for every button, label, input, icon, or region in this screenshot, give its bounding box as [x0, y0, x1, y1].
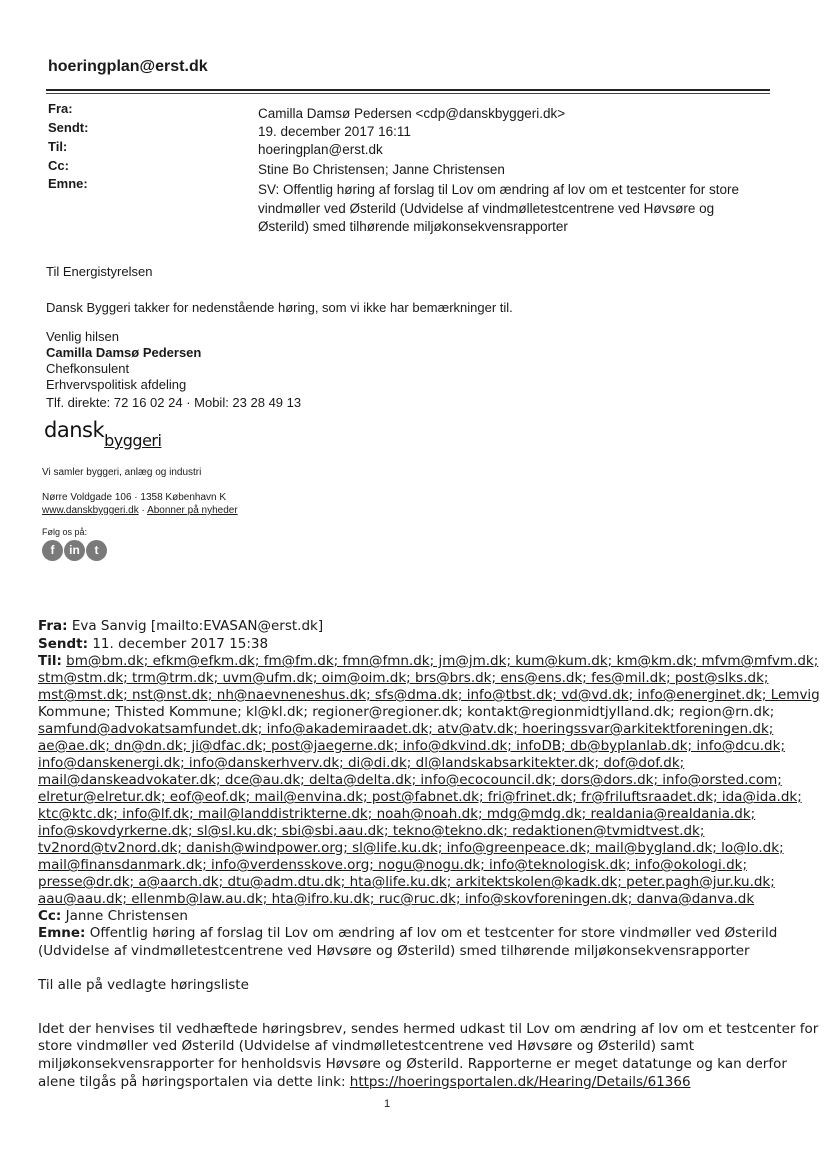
fwd-body-line-3: miljøkonsekvensrapporter for henholdsvis Høvsøre og Østerild. Rapporterne er meget datatunge og kan derfor [38, 1056, 787, 1072]
fwd-body-line-1: Idet der henvises til vedhæftede høringsbrev, sendes hermed udkast til Lov om ændring af lov om et testcenter for [38, 1021, 819, 1037]
cc-value: Stine Bo Christensen; Janne Christensen [258, 162, 505, 177]
recipient-line[interactable]: mail@finansdanmark.dk; info@verdensskove.org; nogu@nogu.dk; info@teknologisk.dk; info@okologi.dk; [38, 857, 748, 873]
sender-title: Chefkonsulent [46, 361, 130, 376]
recipient-line[interactable]: presse@dr.dk; a@aarch.dk; dtu@adm.dtu.dk; hta@life.ku.dk; arkitektskolen@kadk.dk; peter.pagh@jur.ku.dk; [38, 874, 775, 890]
recipient-line[interactable]: mail@danskeadvokater.dk; dce@au.dk; delta@delta.dk; info@ecocouncil.dk; dors@dors.dk; info@orsted.com; [38, 772, 782, 788]
hearing-portal-link[interactable]: https://hoeringsportalen.dk/Hearing/Details/61366 [349, 1074, 691, 1090]
page-number: 1 [384, 1098, 391, 1110]
recipient-line[interactable]: samfund@advokatsamfundet.dk; info@akademiraadet.dk; atv@atv.dk; hoeringssvar@arkitektforeningen.dk; [38, 721, 774, 737]
company-web-link[interactable]: www.danskbyggeri.dk [42, 505, 139, 516]
from-label: Fra: [48, 101, 73, 116]
recipient-line[interactable]: ae@ae.dk; dn@dn.dk; ji@dfac.dk; post@jaegerne.dk; info@dkvind.dk; infoDB; db@byplanlab.dk; info@dcu.dk; [38, 738, 785, 754]
subscribe-link[interactable]: Abonner på nyheder [147, 505, 238, 516]
fwd-subject-line-1: Offentlig høring af forslag til Lov om ændring af lov om et testcenter for store vindmøller ved Østerild [89, 925, 778, 941]
fwd-cc-value: Janne Christensen [65, 908, 188, 924]
reply-closing: Venlig hilsen [46, 329, 119, 344]
follow-label: Følg os på: [42, 527, 88, 537]
linkedin-icon[interactable]: in [64, 540, 85, 561]
facebook-icon[interactable]: f [42, 540, 63, 561]
subject-line-1: SV: Offentlig høring af forslag til Lov om ændring af lov om et testcenter for store [258, 182, 739, 197]
company-logo [44, 418, 161, 450]
fwd-cc-label: Cc: [38, 908, 62, 924]
recipient-line[interactable]: bm@bm.dk; efkm@efkm.dk; fm@fm.dk; fmn@fmn.dk; jm@jm.dk; kum@kum.dk; km@km.dk; mfvm@mfvm.dk; [66, 653, 819, 669]
recipient-line[interactable]: Kommune; Thisted Kommune; kl@kl.dk; regioner@regioner.dk; kontakt@regionmidtjylland.dk; region@rn.dk; [38, 704, 775, 720]
subject-label: Emne: [48, 176, 88, 191]
to-value: hoeringplan@erst.dk [258, 142, 383, 157]
mailbox-title: hoeringplan@erst.dk [48, 58, 208, 75]
fwd-from-label: Fra: [38, 618, 68, 634]
recipient-line[interactable]: info@skovdyrkerne.dk; sl@sl.ku.dk; sbi@sbi.aau.dk; tekno@tekno.dk; redaktionen@tvmidtvest.dk; [38, 823, 705, 839]
company-address: Nørre Voldgade 106 · 1358 København K [42, 492, 227, 503]
logo-main: dansk [44, 418, 105, 442]
recipient-line[interactable]: info@danskenergi.dk; info@danskerhverv.dk; di@di.dk; dl@landskabsarkitekter.dk; dof@dof.dk; [38, 755, 685, 771]
twitter-icon[interactable]: t [86, 540, 107, 561]
recipient-line[interactable]: mst@mst.dk; nst@nst.dk; nh@naevneneshus.dk; sfs@dma.dk; info@tbst.dk; vd@vd.dk; info@energinet.dk; Lemvig [38, 687, 820, 703]
link-separator: · [138, 505, 148, 516]
subject-line-3: Østerild) smed tilhørende miljøkonsekvensrapporter [258, 219, 568, 234]
fwd-sent-value: 11. december 2017 15:38 [92, 636, 269, 652]
social-links [42, 540, 107, 561]
logo-sub: byggeri [104, 431, 162, 450]
recipient-line[interactable]: aau@aau.dk; ellenmb@law.au.dk; hta@ifro.ku.dk; ruc@ruc.dk; info@skovforeningen.dk; danva@danva.dk [38, 891, 755, 907]
sent-value: 19. december 2017 16:11 [258, 124, 411, 139]
fwd-from-value: Eva Sanvig [mailto:EVASAN@erst.dk] [71, 618, 324, 634]
recipient-line[interactable]: elretur@elretur.dk; eof@eof.dk; mail@envina.dk; post@fabnet.dk; fri@frinet.dk; fr@friluftsraadet.dk; ida@ida.dk; [38, 789, 802, 805]
reply-greeting: Til Energistyrelsen [46, 264, 153, 279]
sent-label: Sendt: [48, 120, 89, 135]
from-value: Camilla Damsø Pedersen <cdp@danskbyggeri.dk> [258, 106, 566, 121]
cc-label: Cc: [48, 158, 69, 173]
to-label: Til: [48, 139, 68, 154]
sender-department: Erhvervspolitisk afdeling [46, 377, 187, 392]
sender-name: Camilla Damsø Pedersen [46, 345, 202, 360]
fwd-subject-line-2: (Udvidelse af vindmølletestcentrene ved Høvsøre og Østerild) smed tilhørende miljøkonsekvensrapporter [38, 943, 750, 959]
recipient-line[interactable]: tv2nord@tv2nord.dk; danish@windpower.org; sl@life.ku.dk; info@greenpeace.dk; mail@bygland.dk; lo@lo.dk; [38, 840, 784, 856]
recipient-line[interactable]: stm@stm.dk; trm@trm.dk; uvm@ufm.dk; oim@oim.dk; brs@brs.dk; ens@ens.dk; fes@mil.dk; post@slks.dk; [38, 670, 769, 686]
fwd-sent-label: Sendt: [38, 636, 89, 652]
fwd-body-line-2: store vindmøller ved Østerild (Udvidelse af vindmølletestcentrene ved Høvsøre og Østerild) samt [38, 1038, 695, 1054]
recipient-line[interactable]: ktc@ktc.dk; info@lf.dk; mail@landdistrikterne.dk; noah@noah.dk; mdg@mdg.dk; realdania@realdania.dk; [38, 806, 756, 822]
subject-line-2: vindmøller ved Østerild (Udvidelse af vindmølletestcentrene ved Høvsøre og [258, 201, 715, 216]
header-rule [46, 89, 770, 91]
fwd-to-label: Til: [38, 653, 62, 669]
header-rule-thin [46, 93, 770, 94]
fwd-greeting: Til alle på vedlagte høringsliste [38, 977, 249, 993]
reply-text: Dansk Byggeri takker for nedenstående høring, som vi ikke har bemærkninger til. [46, 300, 513, 315]
company-tagline: Vi samler byggeri, anlæg og industri [42, 467, 202, 478]
sender-phone: Tlf. direkte: 72 16 02 24 · Mobil: 23 28 49 13 [46, 395, 302, 410]
fwd-subject-label: Emne: [38, 925, 86, 941]
fwd-body-line-4: alene tilgås på høringsportalen via dette link: [38, 1074, 350, 1090]
